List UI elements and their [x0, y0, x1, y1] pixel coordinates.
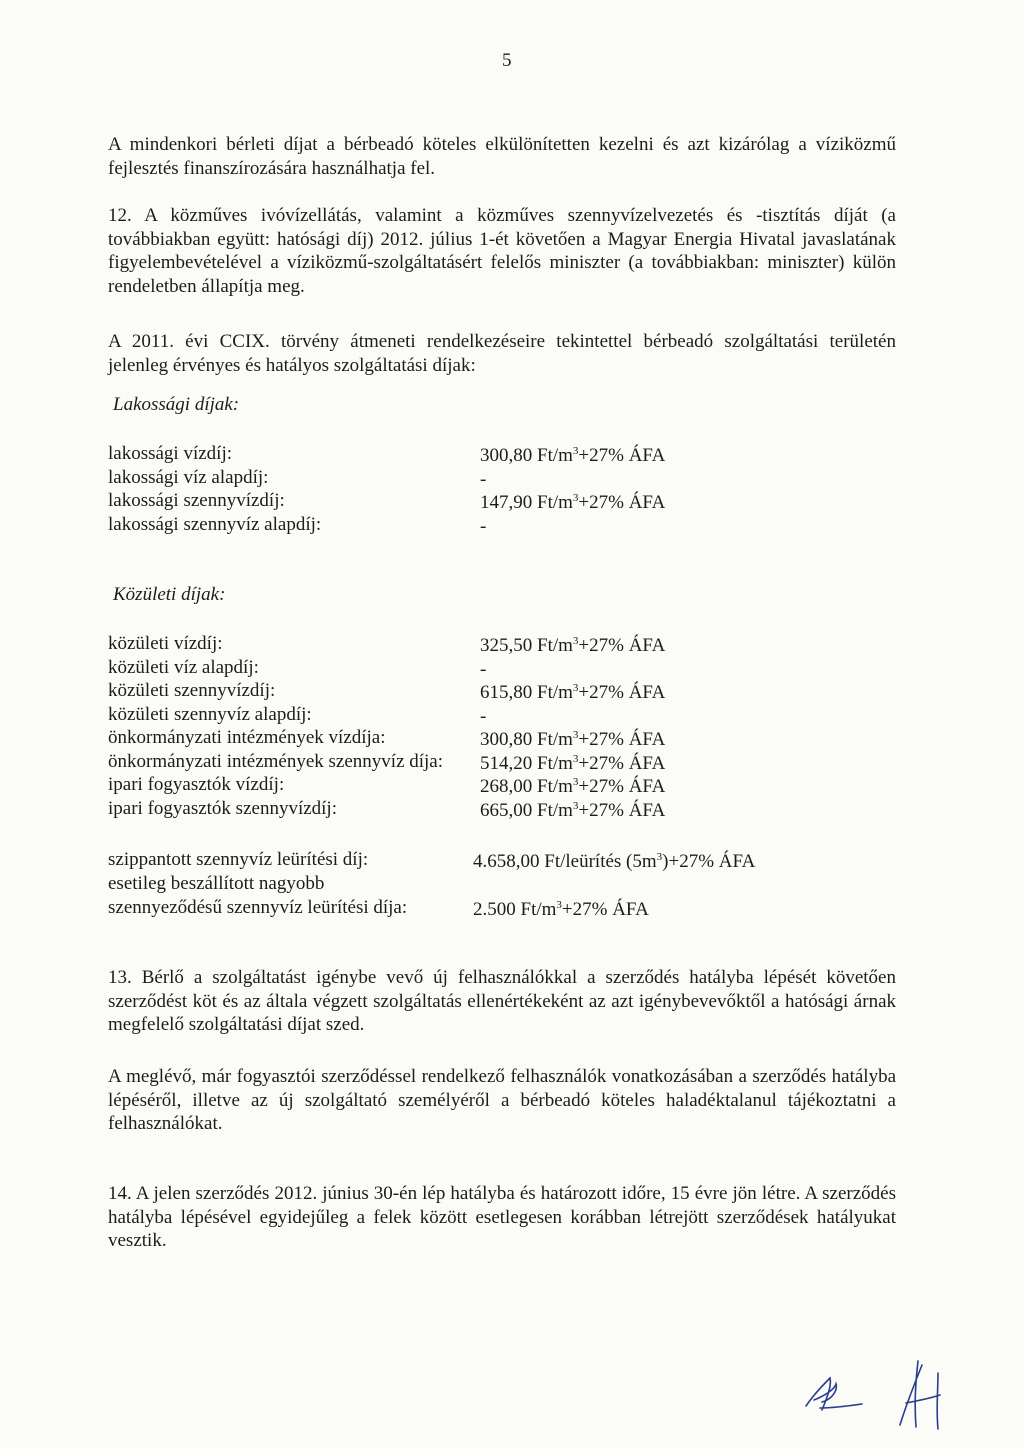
- kozuleti-row-value: 665,00 $Ft/m^3+27\%$ ÁFA: [480, 799, 666, 821]
- szennyezodesu-value: 2.500 $Ft/m^3+27\%$ ÁFA: [473, 899, 649, 920]
- paragraph-meglevo: A meglévő, már fogyasztói szerződéssel rendelkező felhasználók vonatkozásában a szerződés hatályba lépéséről, illetve az új szolgáltató személyéről a bérbeadó köteles haladéktalanul tájékoztatni a felhasználókat.: [108, 1066, 896, 1134]
- initials-signature-1: [800, 1370, 870, 1420]
- paragraph-ccix: A 2011. évi CCIX. törvény átmeneti rendelkezéseire tekintettel bérbeadó szolgáltatási területén jelenleg érvényes és hatályos szolgáltatási díjak:: [108, 331, 896, 376]
- lakossagi-row-label: lakossági víz alapdíj:: [108, 466, 269, 488]
- kozuleti-row-label: ipari fogyasztók szennyvízdíj:: [108, 797, 337, 819]
- kozuleti-row-value: 300,80 $Ft/m^3+27\%$ ÁFA: [480, 729, 666, 750]
- lakossagi-row-label: lakossági szennyvíz alapdíj:: [108, 513, 322, 535]
- szippantott-label: szippantott szennyvíz leürítési díj:: [108, 849, 369, 870]
- kozuleti-row-value: -: [480, 705, 487, 727]
- page-number: 5: [502, 50, 512, 71]
- lakossagi-row-value: 147,90 $Ft/m^3+27\%$ ÁFA: [480, 492, 666, 513]
- kozuleti-row-value: 325,50 $Ft/m^3+27\%$ ÁFA: [480, 635, 666, 656]
- kozuleti-row-label: önkormányzati intézmények vízdíja:: [108, 727, 386, 748]
- lakossagi-row-value: -: [480, 515, 487, 537]
- kozuleti-row-label: közületi vízdíj:: [108, 633, 223, 654]
- kozuleti-row-label: ipari fogyasztók vízdíj:: [108, 774, 285, 795]
- kozuleti-row-value: 268,00 $Ft/m^3+27\%$ ÁFA: [480, 776, 666, 797]
- lakossagi-heading: Lakossági díjak:: [113, 394, 240, 415]
- lakossagi-row-value: 300,80 $Ft/m^3+27\%$ ÁFA: [480, 445, 666, 466]
- kozuleti-row-label: közületi szennyvízdíj:: [108, 680, 276, 701]
- kozuleti-row-value: 514,20 $Ft/m^3+27\%$ ÁFA: [480, 752, 666, 774]
- kozuleti-row-label: közületi víz alapdíj:: [108, 656, 259, 678]
- kozuleti-heading: Közületi díjak:: [113, 584, 226, 605]
- szippantott-value: 4.658,00 Ft/leürítés $(5m^3)+27\%$ ÁFA: [473, 851, 756, 872]
- kozuleti-row-label: közületi szennyvíz alapdíj:: [108, 703, 312, 725]
- paragraph-rent: A mindenkori bérleti díjat a bérbeadó köteles elkülönítetten kezelni és azt kizárólag a víziközmű fejlesztés finanszírozására használhatja fel.: [108, 134, 896, 179]
- kozuleti-row-value: -: [480, 658, 487, 680]
- lakossagi-row-value: -: [480, 468, 487, 490]
- kozuleti-row-value: 615,80 $Ft/m^3+27\%$ ÁFA: [480, 682, 666, 703]
- paragraph-13: 13. Bérlő a szolgáltatást igénybe vevő új felhasználókkal a szerződés hatályba lépését követően szerződést köt és az általa végzett szolgáltatás ellenértékeként az azt igénybevevőktől a hatósági árnak megfelelő szolgáltatási díjat szed.: [108, 967, 896, 1035]
- beszallitott-label: esetileg beszállított nagyobb: [108, 873, 325, 894]
- lakossagi-row-label: lakossági vízdíj:: [108, 443, 233, 464]
- paragraph-12: 12. A közműves ivóvízellátás, valamint a közműves szennyvízelvezetés és -tisztítás díját (a továbbiakban együtt: hatósági díj) 2012. július 1-ét követően a Magyar Energia Hivatal javaslatának figyelembevételével a víziközmű-szolgáltatásért felelős miniszter (a továbbiakban: miniszter) külön rendeletben állapítja meg.: [108, 205, 896, 297]
- paragraph-14: 14. A jelen szerződés 2012. június 30-én lép hatályba és határozott időre, 15 évre jön létre. A szerződés hatályba lépésével egyidejűleg a felek között esetlegesen korábban létrejött szerződések hatályukat vesztik.: [108, 1183, 896, 1251]
- szennyezodesu-label: szennyeződésű szennyvíz leürítési díja:: [108, 897, 408, 918]
- kozuleti-row-label: önkormányzati intézmények szennyvíz díja:: [108, 750, 444, 772]
- lakossagi-row-label: lakossági szennyvízdíj:: [108, 490, 285, 511]
- initials-signature-2: [888, 1355, 958, 1435]
